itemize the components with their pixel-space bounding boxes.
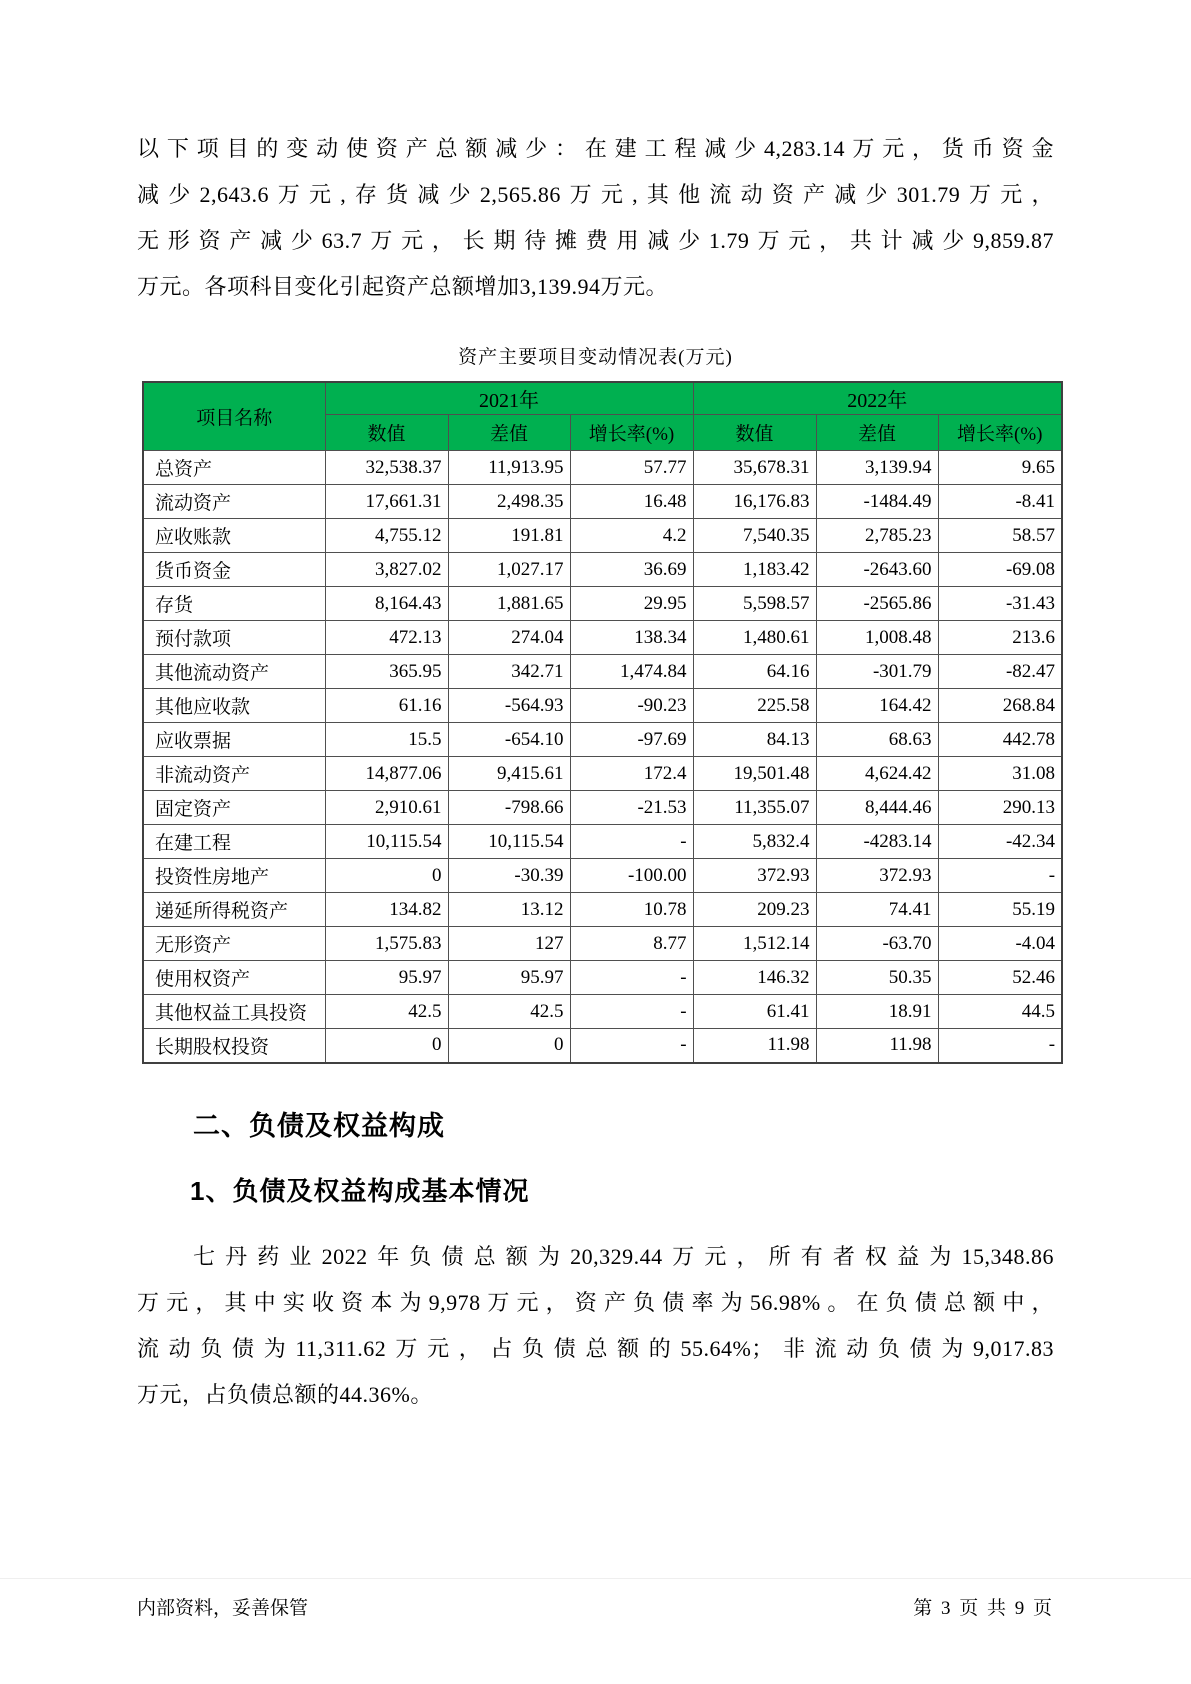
- row-item-name: 流动资产: [143, 485, 325, 519]
- row-value-cell: 52.46: [938, 961, 1062, 995]
- row-value-cell: 1,575.83: [325, 927, 448, 961]
- row-item-name: 其他应收款: [143, 689, 325, 723]
- column-header-diff-2021: 差值: [448, 415, 570, 451]
- row-value-cell: 191.81: [448, 519, 570, 553]
- column-header-value-2022: 数值: [693, 415, 816, 451]
- row-value-cell: 1,474.84: [570, 655, 693, 689]
- column-group-2022: 2022年: [693, 382, 1062, 415]
- row-value-cell: -42.34: [938, 825, 1062, 859]
- row-value-cell: 134.82: [325, 893, 448, 927]
- row-value-cell: -82.47: [938, 655, 1062, 689]
- row-value-cell: -4.04: [938, 927, 1062, 961]
- row-value-cell: -: [570, 961, 693, 995]
- row-value-cell: 11.98: [816, 1029, 938, 1063]
- row-value-cell: 0: [325, 859, 448, 893]
- row-value-cell: 17,661.31: [325, 485, 448, 519]
- row-value-cell: -8.41: [938, 485, 1062, 519]
- row-value-cell: -301.79: [816, 655, 938, 689]
- row-value-cell: 2,910.61: [325, 791, 448, 825]
- row-value-cell: 2,785.23: [816, 519, 938, 553]
- column-header-item-name: 项目名称: [143, 382, 325, 451]
- row-value-cell: 0: [448, 1029, 570, 1063]
- liabilities-paragraph: [137, 1234, 1054, 1418]
- row-value-cell: 13.12: [448, 893, 570, 927]
- row-value-cell: 11,355.07: [693, 791, 816, 825]
- row-value-cell: 44.5: [938, 995, 1062, 1029]
- row-item-name: 其他权益工具投资: [143, 995, 325, 1029]
- row-value-cell: -: [570, 825, 693, 859]
- row-value-cell: 16,176.83: [693, 485, 816, 519]
- row-value-cell: -69.08: [938, 553, 1062, 587]
- row-value-cell: -2643.60: [816, 553, 938, 587]
- row-value-cell: -1484.49: [816, 485, 938, 519]
- table-row: [143, 451, 1062, 485]
- row-value-cell: 16.48: [570, 485, 693, 519]
- row-value-cell: 365.95: [325, 655, 448, 689]
- paragraph-line: 流动负债为11,311.62万元，占负债总额的55.64%；非流动负债为9,017.83: [137, 1335, 1054, 1361]
- row-value-cell: 50.35: [816, 961, 938, 995]
- row-item-name: 递延所得税资产: [143, 893, 325, 927]
- row-value-cell: 74.41: [816, 893, 938, 927]
- row-value-cell: 35,678.31: [693, 451, 816, 485]
- table-body: [143, 451, 1062, 1063]
- row-value-cell: -21.53: [570, 791, 693, 825]
- row-value-cell: 127: [448, 927, 570, 961]
- row-value-cell: 164.42: [816, 689, 938, 723]
- column-group-2021: 2021年: [325, 382, 693, 415]
- table-row: [143, 553, 1062, 587]
- row-value-cell: -97.69: [570, 723, 693, 757]
- column-header-diff-2022: 差值: [816, 415, 938, 451]
- row-value-cell: 8,444.46: [816, 791, 938, 825]
- row-value-cell: 225.58: [693, 689, 816, 723]
- row-item-name: 总资产: [143, 451, 325, 485]
- row-value-cell: 61.16: [325, 689, 448, 723]
- row-value-cell: 14,877.06: [325, 757, 448, 791]
- page-footer: [0, 1578, 1191, 1620]
- table-title: 资产主要项目变动情况表(万元): [458, 347, 733, 368]
- row-value-cell: 4,755.12: [325, 519, 448, 553]
- table-row: [143, 621, 1062, 655]
- row-value-cell: 18.91: [816, 995, 938, 1029]
- row-value-cell: 5,598.57: [693, 587, 816, 621]
- row-value-cell: -2565.86: [816, 587, 938, 621]
- row-item-name: 存货: [143, 587, 325, 621]
- row-value-cell: 1,183.42: [693, 553, 816, 587]
- row-item-name: 应收账款: [143, 519, 325, 553]
- row-value-cell: 57.77: [570, 451, 693, 485]
- asset-change-table: [142, 381, 1063, 1064]
- paragraph-line: 七丹药业2022年负债总额为20,329.44万元，所有者权益为15,348.86: [193, 1243, 1054, 1269]
- row-item-name: 固定资产: [143, 791, 325, 825]
- row-value-cell: -100.00: [570, 859, 693, 893]
- row-item-name: 在建工程: [143, 825, 325, 859]
- row-value-cell: 61.41: [693, 995, 816, 1029]
- row-item-name: 预付款项: [143, 621, 325, 655]
- row-value-cell: 4,624.42: [816, 757, 938, 791]
- row-value-cell: -564.93: [448, 689, 570, 723]
- table-row: [143, 961, 1062, 995]
- table-row: [143, 655, 1062, 689]
- row-value-cell: -: [938, 1029, 1062, 1063]
- row-item-name: 长期股权投资: [143, 1029, 325, 1063]
- row-value-cell: 11.98: [693, 1029, 816, 1063]
- row-value-cell: 172.4: [570, 757, 693, 791]
- paragraph-line: 万元，其中实收资本为9,978万元，资产负债率为56.98%。在负债总额中，: [137, 1289, 1054, 1315]
- row-value-cell: 55.19: [938, 893, 1062, 927]
- row-value-cell: -31.43: [938, 587, 1062, 621]
- row-value-cell: 10,115.54: [325, 825, 448, 859]
- row-value-cell: -798.66: [448, 791, 570, 825]
- row-value-cell: -654.10: [448, 723, 570, 757]
- row-value-cell: 4.2: [570, 519, 693, 553]
- paragraph-line: 减少2,643.6万元,存货减少2,565.86万元,其他流动资产减少301.79万元，: [137, 182, 1054, 207]
- table-row: [143, 723, 1062, 757]
- table-header: [143, 382, 1062, 451]
- row-value-cell: -30.39: [448, 859, 570, 893]
- paragraph-line: 无形资产减少63.7万元，长期待摊费用减少1.79万元，共计减少9,859.87: [137, 228, 1054, 253]
- column-header-growth-2022: 增长率(%): [938, 415, 1062, 451]
- row-value-cell: 213.6: [938, 621, 1062, 655]
- table-row: [143, 995, 1062, 1029]
- row-value-cell: 1,881.65: [448, 587, 570, 621]
- column-header-growth-2021: 增长率(%): [570, 415, 693, 451]
- row-item-name: 货币资金: [143, 553, 325, 587]
- row-value-cell: 31.08: [938, 757, 1062, 791]
- row-value-cell: 95.97: [325, 961, 448, 995]
- paragraph-line: 万元。各项科目变化引起资产总额增加3,139.94万元。: [137, 274, 669, 299]
- row-value-cell: 10.78: [570, 893, 693, 927]
- row-value-cell: 5,832.4: [693, 825, 816, 859]
- row-value-cell: 10,115.54: [448, 825, 570, 859]
- row-value-cell: 342.71: [448, 655, 570, 689]
- table-row: [143, 485, 1062, 519]
- row-value-cell: -: [938, 859, 1062, 893]
- table-row: [143, 893, 1062, 927]
- row-value-cell: 1,480.61: [693, 621, 816, 655]
- row-value-cell: 3,139.94: [816, 451, 938, 485]
- row-value-cell: 36.69: [570, 553, 693, 587]
- table-row: [143, 859, 1062, 893]
- column-header-value-2021: 数值: [325, 415, 448, 451]
- table-row: [143, 519, 1062, 553]
- row-item-name: 其他流动资产: [143, 655, 325, 689]
- row-value-cell: 42.5: [325, 995, 448, 1029]
- paragraph-line: 万元，占负债总额的44.36%。: [137, 1381, 433, 1407]
- row-value-cell: 84.13: [693, 723, 816, 757]
- row-value-cell: 372.93: [816, 859, 938, 893]
- row-item-name: 非流动资产: [143, 757, 325, 791]
- row-value-cell: 2,498.35: [448, 485, 570, 519]
- row-value-cell: 1,512.14: [693, 927, 816, 961]
- subsection-heading-basic-situation: 1、负债及权益构成基本情况: [190, 1175, 530, 1206]
- footer-page-number: 第 3 页 共 9 页: [913, 1598, 1054, 1619]
- row-value-cell: -90.23: [570, 689, 693, 723]
- row-value-cell: 274.04: [448, 621, 570, 655]
- row-value-cell: 8,164.43: [325, 587, 448, 621]
- row-value-cell: 32,538.37: [325, 451, 448, 485]
- row-item-name: 无形资产: [143, 927, 325, 961]
- row-value-cell: -4283.14: [816, 825, 938, 859]
- row-value-cell: 1,008.48: [816, 621, 938, 655]
- table-row: [143, 927, 1062, 961]
- table-row: [143, 587, 1062, 621]
- intro-paragraph: [137, 0, 1054, 310]
- row-value-cell: 19,501.48: [693, 757, 816, 791]
- row-item-name: 应收票据: [143, 723, 325, 757]
- row-value-cell: 472.13: [325, 621, 448, 655]
- table-row: [143, 1029, 1062, 1063]
- row-value-cell: 64.16: [693, 655, 816, 689]
- row-value-cell: 9.65: [938, 451, 1062, 485]
- row-value-cell: 0: [325, 1029, 448, 1063]
- row-value-cell: 95.97: [448, 961, 570, 995]
- table-row: [143, 825, 1062, 859]
- row-value-cell: 11,913.95: [448, 451, 570, 485]
- row-value-cell: 209.23: [693, 893, 816, 927]
- table-row: [143, 757, 1062, 791]
- row-value-cell: 58.57: [938, 519, 1062, 553]
- footer-confidential-note: 内部资料，妥善保管: [137, 1598, 309, 1619]
- row-value-cell: 7,540.35: [693, 519, 816, 553]
- row-value-cell: -63.70: [816, 927, 938, 961]
- row-item-name: 使用权资产: [143, 961, 325, 995]
- row-value-cell: 68.63: [816, 723, 938, 757]
- row-value-cell: 372.93: [693, 859, 816, 893]
- row-value-cell: 268.84: [938, 689, 1062, 723]
- table-header-row-years: [143, 382, 1062, 415]
- row-value-cell: 146.32: [693, 961, 816, 995]
- row-value-cell: 1,027.17: [448, 553, 570, 587]
- row-value-cell: 8.77: [570, 927, 693, 961]
- table-row: [143, 791, 1062, 825]
- row-value-cell: -: [570, 995, 693, 1029]
- paragraph-line: 以下项目的变动使资产总额减少：在建工程减少4,283.14万元，货币资金: [137, 136, 1054, 161]
- row-item-name: 投资性房地产: [143, 859, 325, 893]
- row-value-cell: 9,415.61: [448, 757, 570, 791]
- section-heading-liabilities: 二、负债及权益构成: [193, 1110, 445, 1141]
- row-value-cell: 29.95: [570, 587, 693, 621]
- row-value-cell: 290.13: [938, 791, 1062, 825]
- row-value-cell: 42.5: [448, 995, 570, 1029]
- row-value-cell: 442.78: [938, 723, 1062, 757]
- table-row: [143, 689, 1062, 723]
- row-value-cell: 3,827.02: [325, 553, 448, 587]
- row-value-cell: -: [570, 1029, 693, 1063]
- row-value-cell: 15.5: [325, 723, 448, 757]
- row-value-cell: 138.34: [570, 621, 693, 655]
